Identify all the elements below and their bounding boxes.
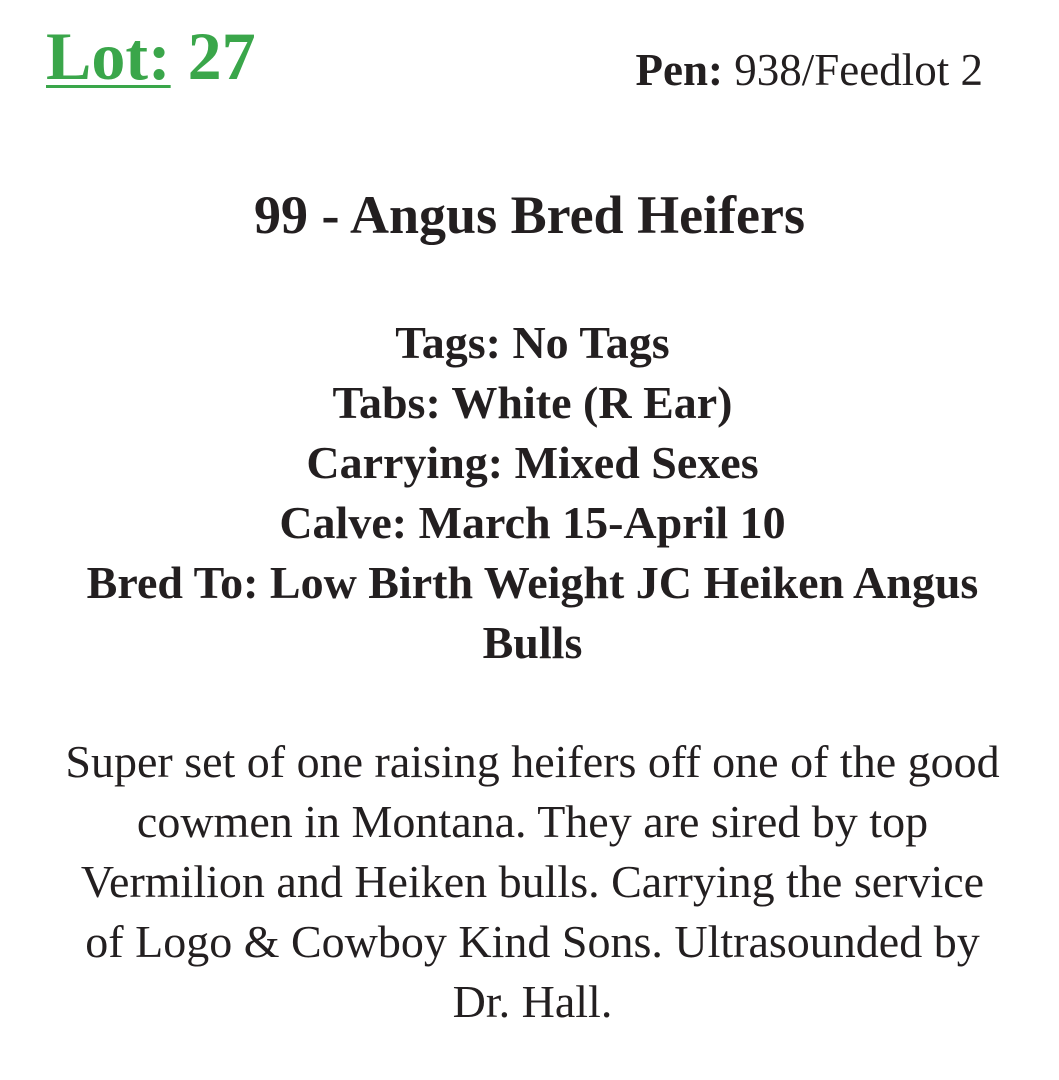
pen-label: Pen: xyxy=(635,45,724,95)
pen-value: 938/Feedlot 2 xyxy=(734,45,983,95)
detail-tags: Tags: No Tags xyxy=(395,317,670,368)
lot-description: Super set of one raising heifers off one of the good cowmen in Montana. They are sired by top Vermilion and Heiken bulls. Carrying the service of Logo & Cowboy Kind Sons. Ultrasounded by Dr. Hall. xyxy=(65,736,1000,1027)
lot-label: Lot: xyxy=(46,18,171,94)
lot-number: 27 xyxy=(187,18,256,94)
pen-info xyxy=(635,45,983,95)
detail-calve: Calve: March 15-April 10 xyxy=(279,497,786,548)
lot-title: 99 - Angus Bred Heifers xyxy=(254,185,805,245)
detail-tabs: Tabs: White (R Ear) xyxy=(332,377,733,428)
detail-carrying: Carrying: Mixed Sexes xyxy=(306,437,759,488)
lot-details xyxy=(40,313,1025,673)
detail-bred-to: Bred To: Low Birth Weight JC Heiken Angus Bulls xyxy=(86,557,979,668)
lot-heading xyxy=(46,18,256,94)
